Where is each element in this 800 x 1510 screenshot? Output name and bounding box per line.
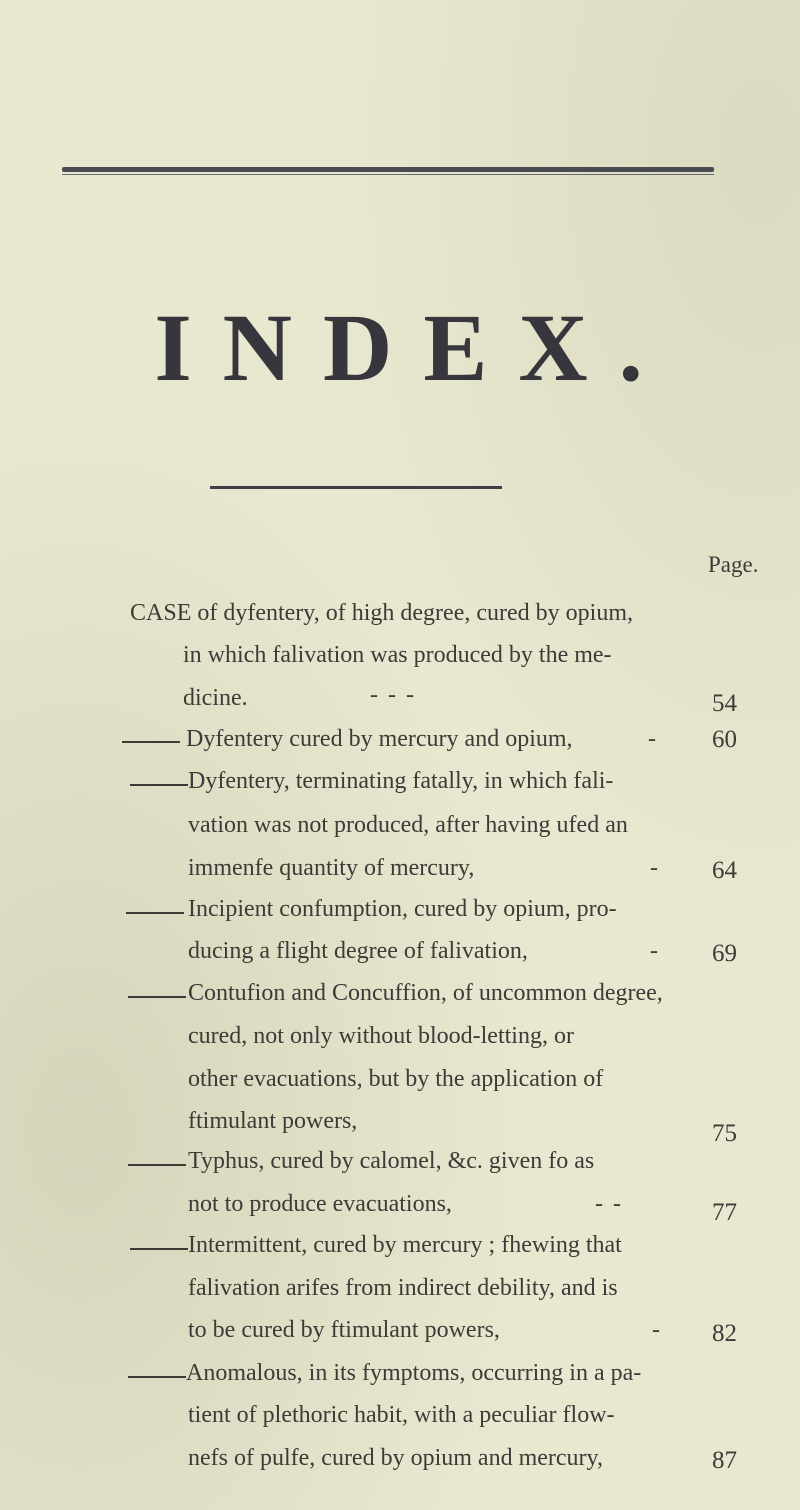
entry-line: vation was not produced, after having ufed an [188,812,628,838]
top-border-rule-thin [62,174,714,175]
entry-line: ftimulant powers, [188,1108,358,1134]
ditto-dash [126,912,184,914]
ditto-dash [130,1248,188,1250]
entry-line: dicine. [183,685,248,711]
ditto-dash [122,741,180,743]
entry-line: tient of plethoric habit, with a peculiar flow- [188,1402,615,1428]
dot-leaders: - [650,938,660,964]
ditto-dash [130,784,188,786]
dot-leaders: - [648,726,658,752]
entry-line: nefs of pulfe, cured by opium and mercury, [188,1445,603,1471]
entry-line: ducing a flight degree of falivation, [188,938,528,964]
page-number: 60 [712,726,737,753]
page-number: 75 [712,1120,737,1147]
dot-leaders: - - [595,1191,623,1217]
entry-line: cured, not only without blood-letting, or [188,1023,574,1049]
page-number: 87 [712,1447,737,1474]
page-number: 69 [712,940,737,967]
entry-line: Dyfentery, terminating fatally, in which fali- [188,768,614,794]
title-underline-rule [210,486,502,489]
dot-leaders: - [650,855,660,881]
entry-line: other evacuations, but by the application of [188,1066,604,1092]
page-number: 64 [712,857,737,884]
entry-line: Anomalous, in its fymptoms, occurring in a pa- [186,1360,642,1386]
entry-line: falivation arifes from indirect debility, and is [188,1275,618,1301]
top-border-rule [62,167,714,172]
entry-line: to be cured by ftimulant powers, [188,1317,500,1343]
entry-line: in which falivation was produced by the me- [183,642,612,668]
page-number: 82 [712,1320,737,1347]
entry-line: Intermittent, cured by mercury ; fhewing that [188,1232,622,1258]
ditto-dash [128,1376,186,1378]
page-number: 54 [712,690,737,717]
entry-line: CASE of dyfentery, of high degree, cured by opium, [130,600,633,626]
entry-line: Typhus, cured by calomel, &c. given fo as [188,1148,595,1174]
entry-line: Dyfentery cured by mercury and opium, [186,726,573,752]
dot-leaders: - [652,1317,662,1343]
entry-line: not to produce evacuations, [188,1191,452,1217]
entry-line: immenfe quantity of mercury, [188,855,475,881]
index-title: INDEX. [154,294,674,401]
page-number: 77 [712,1199,737,1226]
ditto-dash [128,996,186,998]
page-column-label: Page. [708,552,759,577]
ditto-dash [128,1164,186,1166]
entry-line: Incipient confumption, cured by opium, pro- [188,896,617,922]
dot-leaders: - - - [370,682,416,708]
entry-line: Contufion and Concuffion, of uncommon degree, [188,980,663,1006]
